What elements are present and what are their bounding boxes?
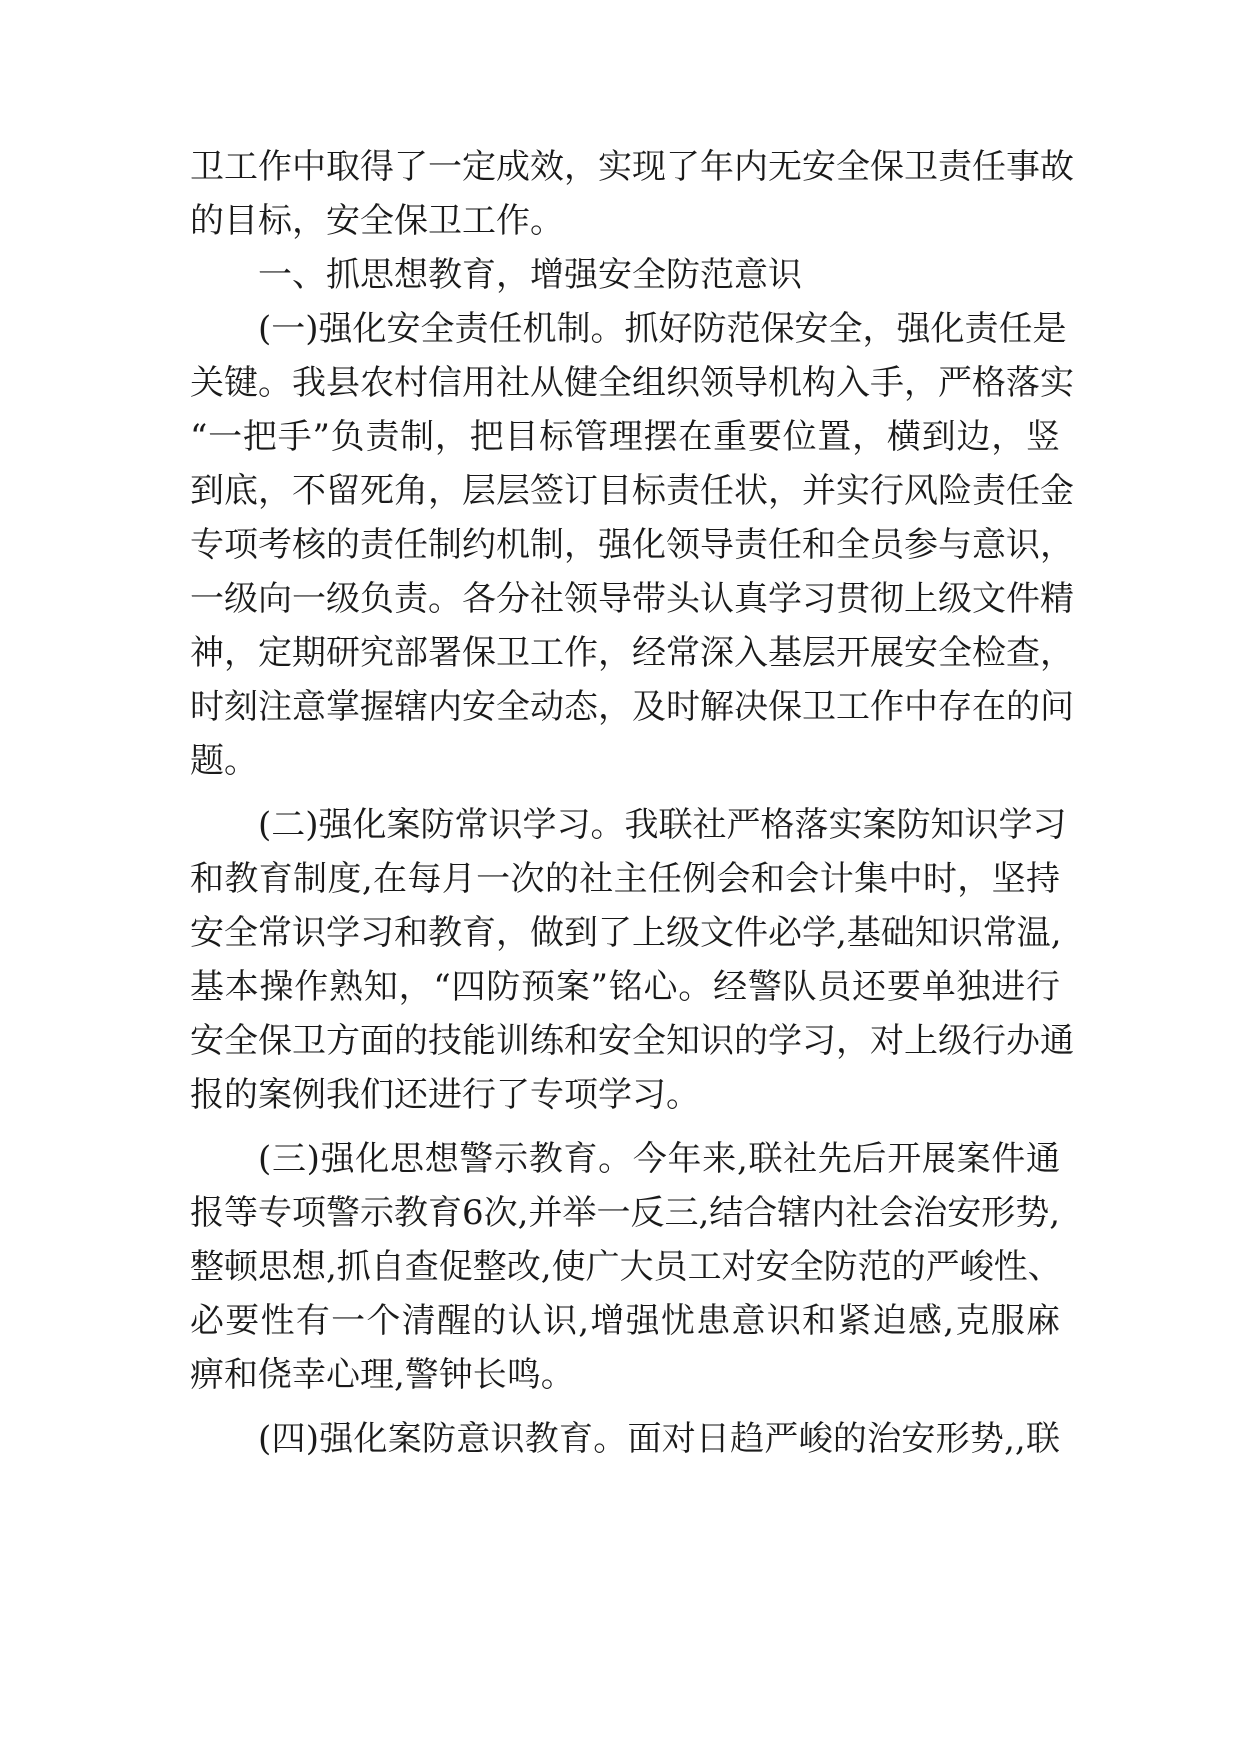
body-text-line: 安全保卫方面的技能训练和安全知识的学习，对上级行办通 [190, 1021, 1074, 1061]
subsection-heading-line: (二)强化案防常识学习。我联社严格落实案防知识学习 [258, 805, 1067, 845]
body-text-line: 基本操作熟知，“四防预案”铭心。经警队员还要单独进行 [190, 967, 1060, 1007]
body-text-line: 关键。我县农村信用社从健全组织领导机构入手，严格落实 [190, 363, 1074, 403]
body-text-line: 神，定期研究部署保卫工作，经常深入基层开展安全检查， [190, 633, 1074, 673]
body-text-line: 专项考核的责任制约机制，强化领导责任和全员参与意识， [190, 525, 1074, 565]
body-text-line: 报等专项警示教育6次,并举一反三,结合辖内社会治安形势, [190, 1193, 1061, 1233]
subsection-heading-line: (一)强化安全责任机制。抓好防范保安全，强化责任是 [258, 309, 1067, 349]
section-heading: 一、抓思想教育，增强安全防范意识 [258, 255, 802, 295]
subsection-heading-line: (三)强化思想警示教育。今年来,联社先后开展案件通 [258, 1139, 1060, 1179]
body-text-line: 题。 [190, 741, 258, 781]
body-text-line: 整顿思想,抓自查促整改,使广大员工对安全防范的严峻性、 [190, 1247, 1062, 1287]
body-text-line: 时刻注意掌握辖内安全动态，及时解决保卫工作中存在的问 [190, 687, 1074, 727]
body-text-line: 一级向一级负责。各分社领导带头认真学习贯彻上级文件精 [190, 579, 1074, 619]
body-text-line: “一把手”负责制，把目标管理摆在重要位置，横到边，竖 [190, 417, 1060, 457]
body-text-line: 的目标，安全保卫工作。 [190, 201, 564, 241]
body-text-line: 安全常识学习和教育，做到了上级文件必学,基础知识常温, [190, 913, 1062, 953]
body-text-line: 到底，不留死角，层层签订目标责任状，并实行风险责任金 [190, 471, 1074, 511]
body-text-line: 痹和侥幸心理,警钟长鸣。 [190, 1355, 575, 1395]
subsection-heading-line: (四)强化案防意识教育。面对日趋严峻的治安形势,,联 [258, 1419, 1060, 1459]
body-text-line: 报的案例我们还进行了专项学习。 [190, 1075, 700, 1115]
body-text-line: 必要性有一个清醒的认识,增强忧患意识和紧迫感,克服麻 [190, 1301, 1060, 1341]
body-text-line: 卫工作中取得了一定成效，实现了年内无安全保卫责任事故 [190, 147, 1074, 187]
body-text-line: 和教育制度,在每月一次的社主任例会和会计集中时，坚持 [190, 859, 1060, 899]
